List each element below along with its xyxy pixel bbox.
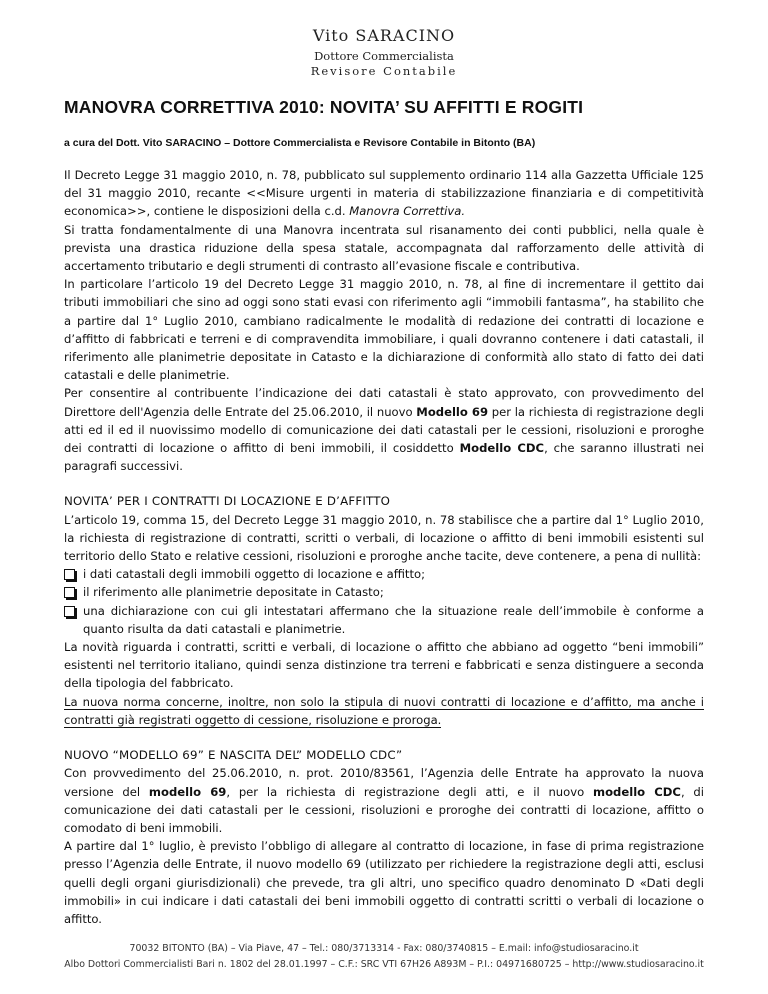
intro-p4-text-c: per la richiesta di registrazione degli atti ed il ed il nuovissimo modello di comunicazione dei dati catastali per le cessioni, risoluzioni e proroghe dei contratti di locazione o affitto di beni immobili, il cosiddetto [64, 404, 705, 456]
checkbox-bullet-icon [64, 587, 75, 598]
author-byline: a cura del Dott. Vito SARACINO – Dottore Commercialista e Revisore Contabile in Bitonto (BA) [64, 137, 536, 149]
list-item-text: il riferimento alle planimetrie depositate in Catasto; [83, 585, 384, 600]
letterhead-role: Dottore Commercialista [314, 49, 454, 63]
list-item [64, 583, 704, 601]
section2-p1-model69: modello 69 [148, 784, 227, 799]
intro-paragraph-3: In particolare l’articolo 19 del Decreto Legge 31 maggio 2010, n. 78, al fine di incrementare il gettito dai tributi immobiliari che sino ad oggi sono stati evasi con riferimento agli “immobili fantasma”, ha stabilito che a partire dal 1° Luglio 2010, cambiano radicalmente le modalità di redazione dei contratti di locazione e d’affitto di fabbricati e terreni e di compravendita immobiliare, i quali dovranno contenere i dati catastali, il riferimento alle planimetrie depositate in Catasto e la dichiarazione di conformità allo stato di fatto dei dati catastali e delle planimetrie. [64, 277, 704, 383]
document-title: MANOVRA CORRETTIVA 2010: NOVITA’ SU AFFITTI E ROGITI [64, 97, 584, 117]
checkbox-bullet-icon [64, 606, 75, 617]
list-item [64, 602, 704, 638]
list-item [64, 565, 704, 583]
section2-p1-text-e: , di comunicazione dei dati catastali per le cessioni, risoluzioni e proroghe dei contratti di locazione, affitto o comodato di beni immobili. [64, 784, 705, 835]
section2-paragraph-2: A partire dal 1° luglio, è previsto l’obbligo di allegare al contratto di locazione, in fase di prima registrazione presso l’Agenzia delle Entrate, il nuovo modello 69 (utilizzato per richiedere la registrazione degli atti, esclusi quelli degli organi giurisdizionali) che prevede, tra gli altri, uno specifico quadro denominato D «Dati degli immobili» in cui indicare i dati catastali dei beni immobili oggetto di contratti scritti o verbali di locazione o affitto. [64, 839, 704, 926]
checkbox-bullet-icon [64, 569, 75, 580]
list-item-text: i dati catastali degli immobili oggetto di locazione e affitto; [83, 567, 426, 582]
section2-p1-text-c: , per la richiesta di registrazione degli atti, e il nuovo [226, 784, 594, 799]
section-heading-models: NUOVO “MODELLO 69” E NASCITA DEL” MODELLO CDC” [64, 748, 403, 763]
footer-registration: Albo Dottori Commercialisti Bari n. 1802 del 28.01.1997 – C.F.: SRC VTI 67H26 A893M – P.I.: 04971680725 – http://www.studiosaracino.it [64, 959, 704, 970]
letterhead [0, 26, 768, 79]
section1-paragraph-2: La novità riguarda i contratti, scritti e verbali, di locazione o affitto che abbiano ad oggetto “beni immobili” esistenti nel territorio italiano, quindi senza distinzione tra terreni e fabbricati e senza distinguere a seconda della tipologia del fabbricato. [64, 640, 704, 691]
intro-p4-text-e: , che saranno illustrati nei paragrafi successivi. [64, 441, 704, 474]
section2-p1-modelcdc: modello CDC [593, 784, 681, 799]
intro-paragraph-1 [64, 166, 704, 221]
list-item-text: una dichiarazione con cui gli intestatari affermano che la situazione reale dell’immobile è conforme a quanto risulta da dati catastali e planimetrie. [83, 603, 704, 636]
intro-paragraph-2: Si tratta fondamentalmente di una Manovra incentrata sul risanamento dei conti pubblici, nella quale è prevista una drastica riduzione della spesa statale, accompagnata dal rafforzamento delle attività di accertamento tributario e degli strumenti di contrasto all’evasione fiscale e contributiva. [64, 222, 704, 274]
footer-address: 70032 BITONTO (BA) – Via Piave, 47 – Tel.: 080/3713314 - Fax: 080/3740815 – E.mail: info@studiosaracino.it [129, 943, 639, 954]
intro-p1-text: Il Decreto Legge 31 maggio 2010, n. 78, pubblicato sul supplemento ordinario 114 alla Gazzetta Ufficiale 125 del 31 maggio 2010, recante <<Misure urgenti in materia di stabilizzazione finanziaria e di competitività economica>>, contiene le disposizioni della c.d. [64, 168, 704, 219]
section-heading-contracts: NOVITA’ PER I CONTRATTI DI LOCAZIONE E D’AFFITTO [64, 494, 391, 509]
intro-p4-model69: Modello 69 [416, 404, 489, 419]
page-footer [0, 941, 768, 973]
section2-p1-text-a: Con provvedimento del 25.06.2010, n. prot. 2010/83561, l’Agenzia delle Entrate ha approvato la nuova versione del [64, 766, 704, 799]
section1-p3-text: La nuova norma concerne, inoltre, non solo la stipula di nuovi contratti di locazione e d’affitto, ma anche i contratti già registrati oggetto di cessione, risoluzione e proroga. [64, 694, 704, 727]
requirements-list [64, 565, 704, 638]
document-body [64, 166, 704, 928]
section1-paragraph-3 [64, 693, 704, 729]
intro-paragraph-4 [64, 384, 704, 475]
letterhead-name: Vito SARACINO [312, 26, 456, 45]
section2-paragraph-1 [64, 764, 704, 837]
intro-p1-italic: Manovra Correttiva. [349, 204, 466, 219]
letterhead-role-secondary: Revisore Contabile [310, 64, 458, 78]
intro-p4-text-a: Per consentire al contribuente l’indicazione dei dati catastali è stato approvato, con provvedimento del Direttore dell'Agenzia delle Entrate del 25.06.2010, il nuovo [64, 386, 704, 419]
section1-paragraph-1: L’articolo 19, comma 15, del Decreto Legge 31 maggio 2010, n. 78 stabilisce che a partire dal 1° Luglio 2010, la richiesta di registrazione di contratti, scritti o verbali, di locazione o affitto di beni immobili esistenti sul territorio dello Stato e relative cessioni, risoluzioni e proroghe anche tacite, deve contenere, a pena di nullità: [64, 512, 704, 564]
intro-p4-modelcdc: Modello CDC [459, 441, 545, 456]
